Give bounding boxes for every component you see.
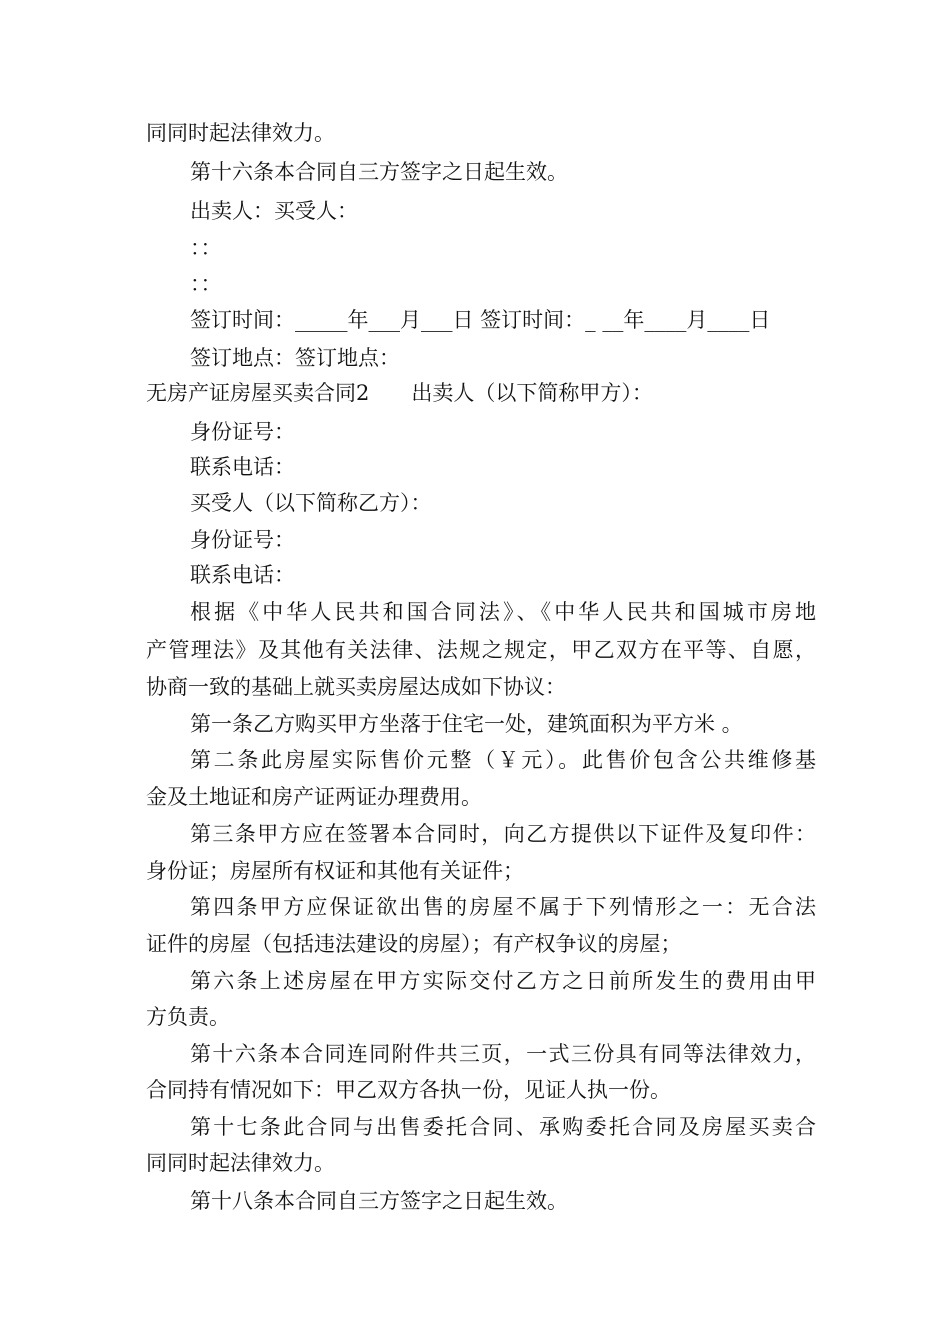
signing-date-line: 签订时间：_____年___月___日 签订时间：_ __年____月____日 [190,308,771,332]
text-line: 第十八条本合同自三方签字之日起生效。 [190,1189,568,1213]
signature-blank-line: ：： [190,272,222,296]
text-line: 第四条甲方应保证欲出售的房屋不属于下列情形之一：无合法 [190,895,816,919]
text-line: 第十六条本合同自三方签字之日起生效。 [190,160,568,184]
text-line: 身份证号： [190,528,295,552]
text-line: 证件的房屋（包括违法建设的房屋）；有产权争议的房屋； [146,932,682,956]
text-line: 身份证；房屋所有权证和其他有关证件； [146,859,524,883]
contract-title-line: 无房产证房屋买卖合同2 出卖人（以下简称甲方）： [146,381,653,405]
text-line: 联系电话： [190,455,295,479]
text-line: 根据《中华人民共和国合同法》、《中华人民共和国城市房地 [190,600,816,624]
text-line: 第二条此房屋实际售价元整（￥元）。此售价包含公共维修基 [190,748,816,772]
signing-place-line: 签订地点：签订地点： [190,346,400,370]
text-line: 买受人（以下简称乙方）： [190,491,432,515]
text-line: 同同时起法律效力。 [146,1151,335,1175]
text-line: 协商一致的基础上就买卖房屋达成如下协议： [146,675,566,699]
text-line: 合同持有情况如下：甲乙双方各执一份，见证人执一份。 [146,1078,671,1102]
text-line: 第六条上述房屋在甲方实际交付乙方之日前所发生的费用由甲 [190,969,816,993]
text-line: 同同时起法律效力。 [146,121,335,145]
text-line: 联系电话： [190,563,295,587]
text-line: 产管理法》及其他有关法律、法规之规定，甲乙双方在平等、自愿， [146,638,816,662]
text-line: 金及土地证和房产证两证办理费用。 [146,785,482,809]
text-line: 第一条乙方购买甲方坐落于住宅一处，建筑面积为平方米 。 [190,712,743,736]
signature-blank-line: ：： [190,236,222,260]
text-line: 第十六条本合同连同附件共三页，一式三份具有同等法律效力， [190,1042,816,1066]
text-line: 方负责。 [146,1005,230,1029]
text-line: 第十七条此合同与出售委托合同、承购委托合同及房屋买卖合 [190,1115,816,1139]
text-line: 第三条甲方应在签署本合同时，向乙方提供以下证件及复印件： [190,822,816,846]
text-line: 身份证号： [190,420,295,444]
signature-parties-line: 出卖人：买受人： [190,199,358,223]
